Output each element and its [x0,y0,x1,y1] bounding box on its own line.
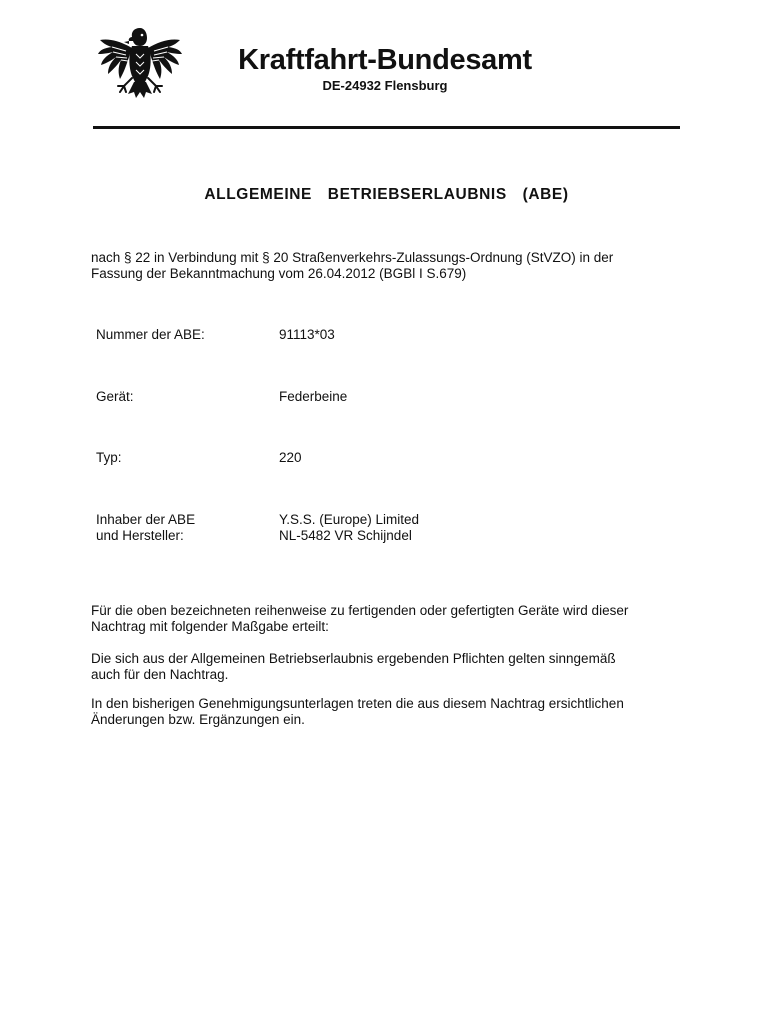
abe-number-label: Nummer der ABE: [96,327,205,342]
paragraph-changes [91,696,691,728]
device-value: Federbeine [279,389,348,404]
holder-value [279,512,679,544]
legal-basis-line-2: Fassung der Bekanntmachung vom 26.04.2012 (BGBl I S.679) [91,266,467,281]
document-title: ALLGEMEINE BETRIEBSERLAUBNIS (ABE) [204,186,569,203]
paragraph-scope [91,603,691,635]
holder-address: NL-5482 VR Schijndel [279,528,412,543]
header-divider [93,126,680,129]
legal-basis-text [91,250,691,282]
holder-label-line-1: Inhaber der ABE [96,512,196,527]
device-label: Gerät: [96,389,134,404]
organization-address: DE-24932 Flensburg [322,78,448,93]
federal-eagle-icon [96,22,184,104]
legal-basis-line-1: nach § 22 in Verbindung mit § 20 Straßenverkehrs-Zulassungs-Ordnung (StVZO) in der [91,250,614,265]
paragraph-obligations-line-2: auch für den Nachtrag. [91,667,229,682]
holder-label-line-2: und Hersteller: [96,528,184,543]
organization-name: Kraftfahrt-Bundesamt [238,44,532,76]
paragraph-scope-line-2: Nachtrag mit folgender Maßgabe erteilt: [91,619,329,634]
paragraph-changes-line-2: Änderungen bzw. Ergänzungen ein. [91,712,305,727]
holder-name: Y.S.S. (Europe) Limited [279,512,420,527]
type-label: Typ: [96,450,122,465]
type-value: 220 [279,450,302,465]
paragraph-obligations-line-1: Die sich aus der Allgemeinen Betriebserlaubnis ergebenden Pflichten gelten sinngemäß [91,651,616,666]
paragraph-obligations [91,651,691,683]
abe-number-value: 91113*03 [279,327,335,342]
holder-label [96,512,266,544]
paragraph-changes-line-1: In den bisherigen Genehmigungsunterlagen treten die aus diesem Nachtrag ersichtlichen [91,696,624,711]
paragraph-scope-line-1: Für die oben bezeichneten reihenweise zu fertigenden oder gefertigten Geräte wird dieser [91,603,629,618]
